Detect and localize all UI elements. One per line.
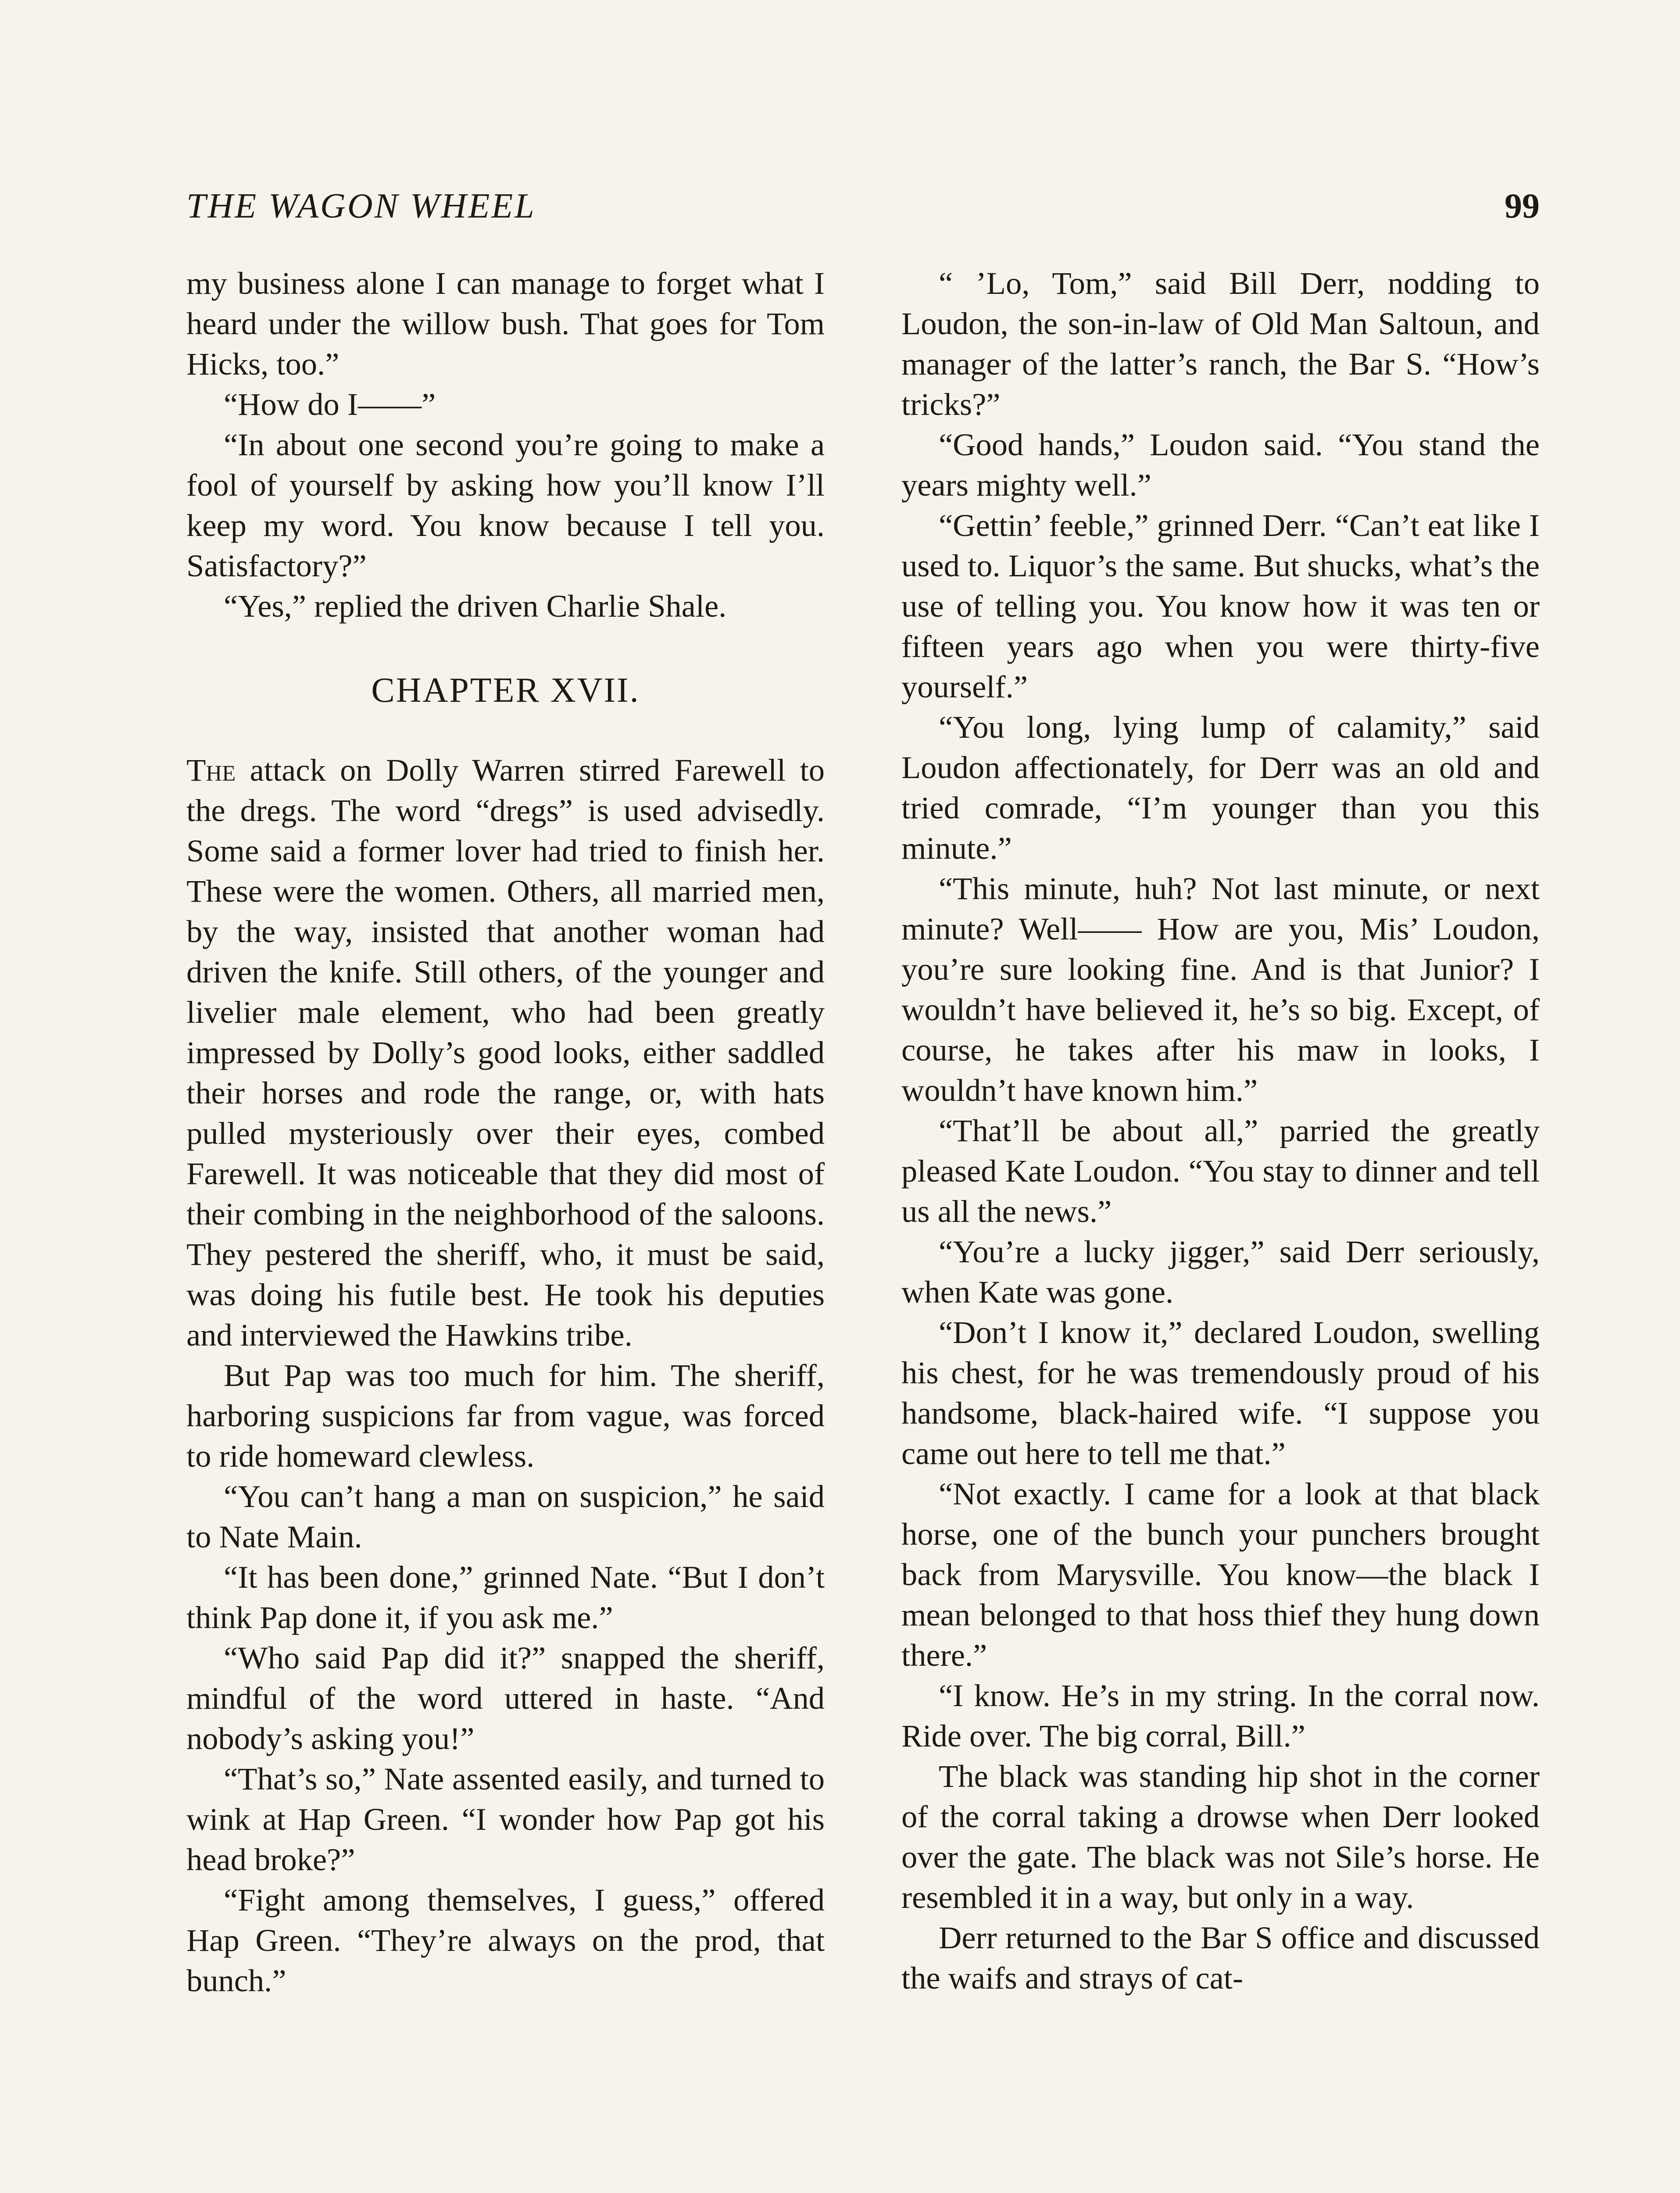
paragraph: “You long, lying lump of calamity,” said Loudon affectionately, for Derr was an old and tried comrade, “I’m younger than you this minute.” [901, 709, 1540, 866]
paragraph: “How do I——” [224, 386, 436, 422]
paragraph: “That’ll be about all,” parried the greatly pleased Kate Loudon. “You stay to dinner and tell us all the news.” [901, 1113, 1540, 1229]
running-title: THE WAGON WHEEL [186, 187, 536, 225]
paragraph: “This minute, huh? Not last minute, or next minute? Well—— How are you, Mis’ Loudon, you’re sure looking fine. And is that Junior? I wouldn’t have believed it, he’s so big. Except, of course, he takes after his maw in looks, I wouldn’t have known him.” [901, 871, 1540, 1108]
left-column [186, 263, 825, 2193]
paragraph: “In about one second you’re going to make a fool of yourself by asking how you’ll know I’ll keep my word. You know because I tell you. Satisfactory?” [186, 427, 825, 583]
paragraph: “ ’Lo, Tom,” said Bill Derr, nodding to Loudon, the son-in-law of Old Man Saltoun, and manager of the latter’s ranch, the Bar S. “How’s tricks?” [901, 265, 1540, 422]
paragraph: “Yes,” replied the driven Charlie Shale. [224, 588, 727, 624]
paragraph: “Who said Pap did it?” snapped the sheriff, mindful of the word uttered in haste. “And nobody’s asking you!” [186, 1640, 825, 1756]
paragraph: “Fight among themselves, I guess,” offered Hap Green. “They’re always on the prod, that bunch.” [186, 1882, 825, 1998]
paragraph: “That’s so,” Nate assented easily, and turned to wink at Hap Green. “I wonder how Pap got his head broke?” [186, 1761, 825, 1877]
paragraph: “It has been done,” grinned Nate. “But I don’t think Pap done it, if you ask me.” [186, 1559, 825, 1635]
paragraph: “You’re a lucky jigger,” said Derr seriously, when Kate was gone. [901, 1234, 1540, 1310]
paragraph: The black was standing hip shot in the corner of the corral taking a drowse when Derr looked over the gate. The black was not Sile’s horse. He resembled it in a way, but only in a way. [901, 1758, 1540, 1915]
paragraph: my business alone I can manage to forget what I heard under the willow bush. That goes for Tom Hicks, too.” [186, 265, 825, 382]
paragraph: “Don’t I know it,” declared Loudon, swelling his chest, for he was tremendously proud of his handsome, black-haired wife. “I suppose you came out here to tell me that.” [901, 1314, 1540, 1471]
paragraph: Derr returned to the Bar S office and discussed the waifs and strays of cat- [901, 1920, 1540, 1996]
page-number: 99 [1505, 187, 1540, 225]
chapter-heading: CHAPTER XVII. [371, 671, 640, 710]
paragraph: “Gettin’ feeble,” grinned Derr. “Can’t eat like I used to. Liquor’s the same. But shucks, what’s the use of telling you. You know how it was ten or fifteen years ago when you were thirty-five yourself.” [901, 507, 1540, 704]
paragraph: But Pap was too much for him. The sheriff, harboring suspicions far from vague, was forced to ride homeward clewless. [186, 1357, 825, 1474]
paragraph: “Not exactly. I came for a look at that black horse, one of the bunch your punchers brought back from Marysville. You know—the black I mean belonged to that hoss thief they hung down there.” [901, 1476, 1540, 1673]
paragraph: “I know. He’s in my string. In the corral now. Ride over. The big corral, Bill.” [901, 1678, 1540, 1754]
chapter-lead-word: The [186, 752, 236, 788]
paragraph: “You can’t hang a man on suspicion,” he said to Nate Main. [186, 1479, 825, 1554]
text-columns [186, 263, 1540, 2193]
paragraph [186, 750, 825, 1355]
right-column [901, 263, 1540, 2193]
page-header [186, 186, 1540, 239]
paragraph: “Good hands,” Loudon said. “You stand the years mighty well.” [901, 427, 1540, 503]
paragraph-text: attack on Dolly Warren stirred Farewell to the dregs. The word “dregs” is used advisedly. Some said a former lover had tried to finish her. These were the women. Others, all married men, by the way, insisted that another woman had driven the knife. Still others, of the younger and livelier male element, who had been greatly impressed by Dolly’s good looks, either saddled their horses and rode the range, or, with hats pulled mysteriously over their eyes, combed Farewell. It was noticeable that they did most of their combing in the neighborhood of the saloons. They pestered the sheriff, who, it must be said, was doing his futile best. He took his deputies and interviewed the Hawkins tribe. [186, 752, 825, 1353]
